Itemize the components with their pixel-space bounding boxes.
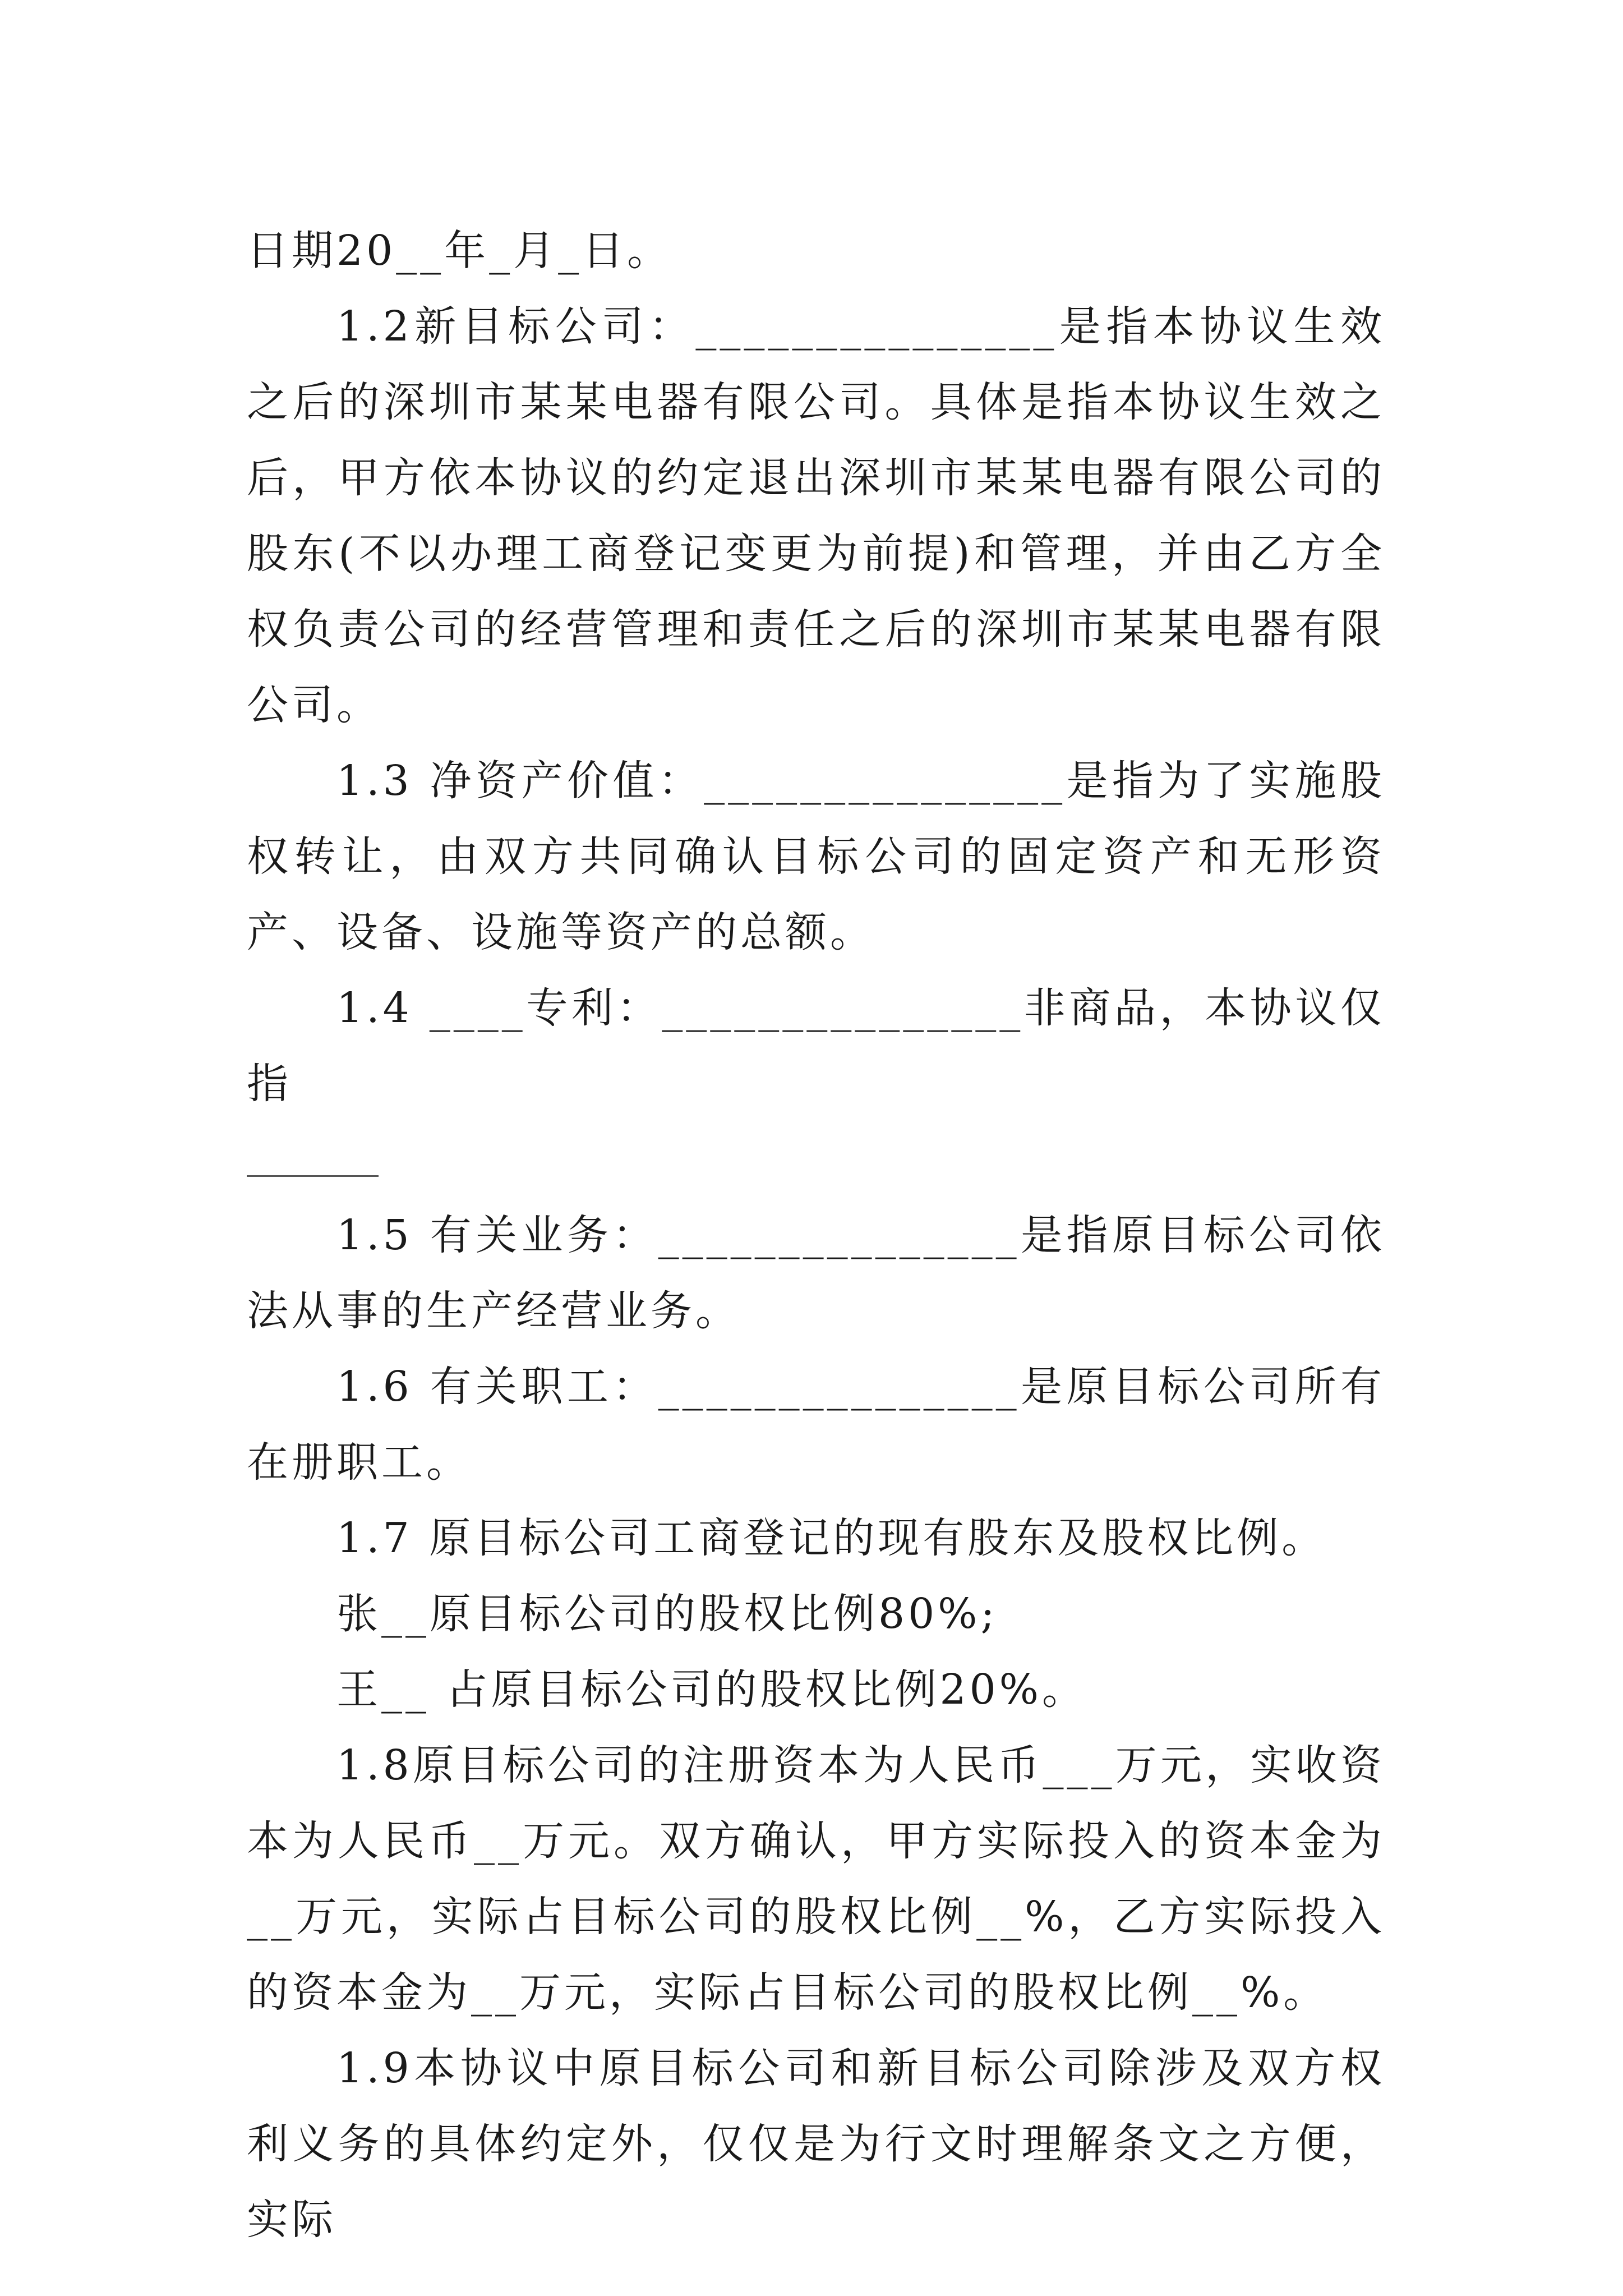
paragraph-clause-1-3: 1.3 净资产价值：_______________是指为了实施股权转让，由双方共同确认目标公司的固定资产和无形资产、设备、设施等资产的总额。 bbox=[247, 757, 1385, 956]
paragraph-shareholder-zhang: 张__原目标公司的股权比例80%; bbox=[336, 1590, 998, 1638]
paragraph-shareholder-wang: 王__ 占原目标公司的股权比例20%。 bbox=[336, 1665, 1087, 1714]
fill-in-blank-line bbox=[247, 1122, 1385, 1198]
paragraph-clause-1-8: 1.8原目标公司的注册资本为人民币___万元，实收资本为人民币__万元。双方确认，甲方实际投入的资本金为__万元，实际占目标公司的股权比例__%，乙方实际投入的资本金为__万元，实际占目标公司的股权比例__%。 bbox=[247, 1741, 1385, 2017]
paragraph-clause-1-5: 1.5 有关业务：_______________是指原目标公司依法从事的生产经营业务。 bbox=[247, 1211, 1385, 1335]
paragraph-clause-1-9: 1.9本协议中原目标公司和新目标公司除涉及双方权利义务的具体约定外，仅仅是为行文时理解条文之方便，实际 bbox=[247, 2044, 1385, 2244]
paragraph-clause-1-6: 1.6 有关职工：_______________是原目标公司所有在册职工。 bbox=[247, 1363, 1385, 1487]
paragraph-date-line: 日期20__年_月_日。 bbox=[247, 227, 672, 275]
blank-underline bbox=[247, 1175, 379, 1177]
paragraph-clause-1-2: 1.2新目标公司：_______________是指本协议生效之后的深圳市某某电器有限公司。具体是指本协议生效之后，甲方依本协议的约定退出深圳市某某电器有限公司的股东(不以办理工商登记变更为前提)和管理，并由乙方全权负责公司的经营管理和责任之后的深圳市某某电器有限公司。 bbox=[247, 302, 1385, 729]
paragraph-clause-1-4: 1.4 ____专利：_______________非商品，本协议仅指 bbox=[247, 984, 1385, 1108]
document-page bbox=[247, 213, 1385, 2258]
paragraph-clause-1-7: 1.7 原目标公司工商登记的现有股东及股权比例。 bbox=[336, 1514, 1327, 1562]
